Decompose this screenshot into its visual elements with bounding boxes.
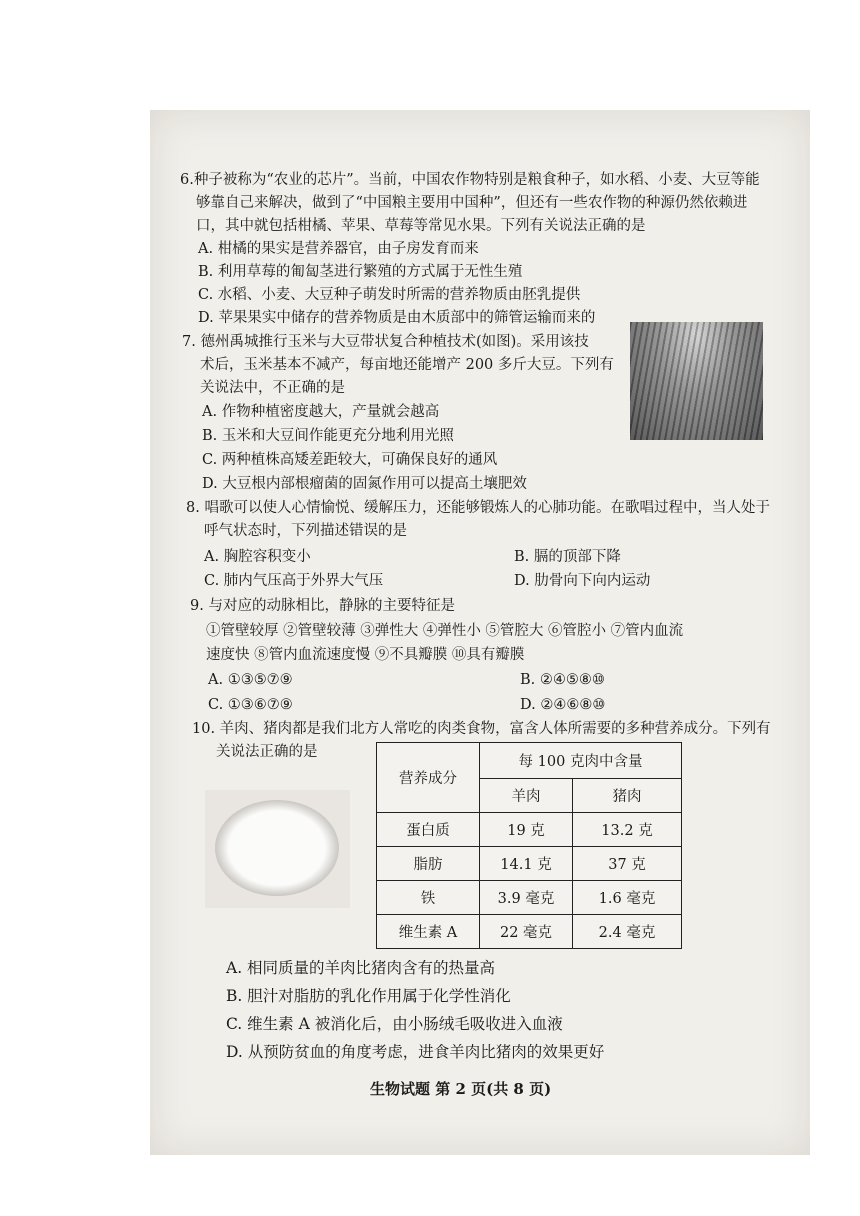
q9-line-3: 速度快 ⑧管内血流速度慢 ⑨不具瓣膜 ⑩具有瓣膜 <box>206 647 525 663</box>
q9-option-c: C. ①③⑥⑦⑨ <box>208 697 293 713</box>
table-row <box>377 847 682 881</box>
q9-line-2: ①管壁较厚 ②管壁较薄 ③弹性大 ④弹性小 ⑤管腔大 ⑥管腔小 ⑦管内血流 <box>206 623 684 639</box>
q8-option-d: D. 肋骨向下向内运动 <box>514 573 651 589</box>
q9-option-b: B. ②④⑤⑧⑩ <box>520 672 605 688</box>
q8-option-a: A. 胸腔容积变小 <box>204 549 311 565</box>
q9-line-1: 9. 与对应的动脉相比，静脉的主要特征是 <box>190 598 455 614</box>
page-footer: 生物试题 第 2 页(共 8 页) <box>370 1080 552 1098</box>
intercropping-field-photo <box>630 322 763 440</box>
q7-option-c: C. 两种植株高矮差距较大，可确保良好的通风 <box>202 452 498 468</box>
q7-option-b: B. 玉米和大豆间作能更充分地利用光照 <box>202 428 454 444</box>
q10-option-d: D. 从预防贫血的角度考虑，进食羊肉比猪肉的效果更好 <box>226 1043 605 1061</box>
pork-value: 13.2 克 <box>573 813 682 847</box>
q8-option-c: C. 肺内气压高于外界大气压 <box>204 573 384 589</box>
lamb-value: 19 克 <box>480 813 573 847</box>
q6-option-b: B. 利用草莓的匍匐茎进行繁殖的方式属于无性生殖 <box>198 264 523 280</box>
q6-line-3: 口，其中就包括柑橘、苹果、草莓等常见水果。下列有关说法正确的是 <box>196 218 646 234</box>
q6-line-1: 6.种子被称为“农业的芯片”。当前，中国农作物特别是粮食种子，如水稻、小麦、大豆等能 <box>180 172 760 188</box>
table-row <box>377 915 682 949</box>
q8-line-1: 8. 唱歌可以使人心情愉悦、缓解压力，还能够锻炼人的心肺功能。在歌唱过程中，当人处于 <box>186 500 770 516</box>
q6-option-a: A. 柑橘的果实是营养器官，由子房发育而来 <box>198 241 479 257</box>
q10-line-2: 关说法正确的是 <box>216 744 318 760</box>
row-name: 蛋白质 <box>377 813 480 847</box>
q10-option-c: C. 维生素 A 被消化后，由小肠绒毛吸收进入血液 <box>226 1015 563 1033</box>
q9-option-d: D. ②④⑥⑧⑩ <box>520 697 606 713</box>
table-header-nutrient: 营养成分 <box>377 743 480 813</box>
table-header-pork: 猪肉 <box>573 779 682 813</box>
q10-option-b: B. 胆汁对脂肪的乳化作用属于化学性消化 <box>226 987 511 1005</box>
q7-line-3: 关说法中，不正确的是 <box>200 380 345 396</box>
nutrition-table <box>376 742 682 949</box>
lamb-value: 14.1 克 <box>480 847 573 881</box>
q7-line-2: 术后，玉米基本不减产，每亩地还能增产 200 多斤大豆。下列有 <box>200 357 614 373</box>
q6-option-c: C. 水稻、小麦、大豆种子萌发时所需的营养物质由胚乳提供 <box>198 287 581 303</box>
lamb-value: 22 毫克 <box>480 915 573 949</box>
q8-option-b: B. 膈的顶部下降 <box>514 549 621 565</box>
pork-value: 1.6 毫克 <box>573 881 682 915</box>
q7-option-d: D. 大豆根内部根瘤菌的固氮作用可以提高土壤肥效 <box>202 476 527 492</box>
plate-image <box>215 800 339 896</box>
table-header-lamb: 羊肉 <box>480 779 573 813</box>
lamb-value: 3.9 毫克 <box>480 881 573 915</box>
pork-value: 2.4 毫克 <box>573 915 682 949</box>
table-row <box>377 813 682 847</box>
row-name: 脂肪 <box>377 847 480 881</box>
meat-dish-photo <box>205 790 350 908</box>
q7-option-a: A. 作物种植密度越大，产量就会越高 <box>202 404 440 420</box>
pork-value: 37 克 <box>573 847 682 881</box>
q7-line-1: 7. 德州禹城推行玉米与大豆带状复合种植技术(如图)。采用该技 <box>182 334 589 350</box>
row-name: 铁 <box>377 881 480 915</box>
row-name: 维生素 A <box>377 915 480 949</box>
q10-option-a: A. 相同质量的羊肉比猪肉含有的热量高 <box>226 959 496 977</box>
q8-line-2: 呼气状态时，下列描述错误的是 <box>204 523 407 539</box>
q9-option-a: A. ①③⑤⑦⑨ <box>208 672 293 688</box>
q10-line-1: 10. 羊肉、猪肉都是我们北方人常吃的肉类食物，富含人体所需要的多种营养成分。下列有 <box>192 721 771 737</box>
q6-line-2: 够靠自己来解决，做到了“中国粮主要用中国种”，但还有一些农作物的种源仍然依赖进 <box>196 195 748 211</box>
table-header-content: 每 100 克肉中含量 <box>480 743 682 779</box>
q6-option-d: D. 苹果果实中储存的营养物质是由木质部中的筛管运输而来的 <box>198 310 596 326</box>
table-row <box>377 881 682 915</box>
